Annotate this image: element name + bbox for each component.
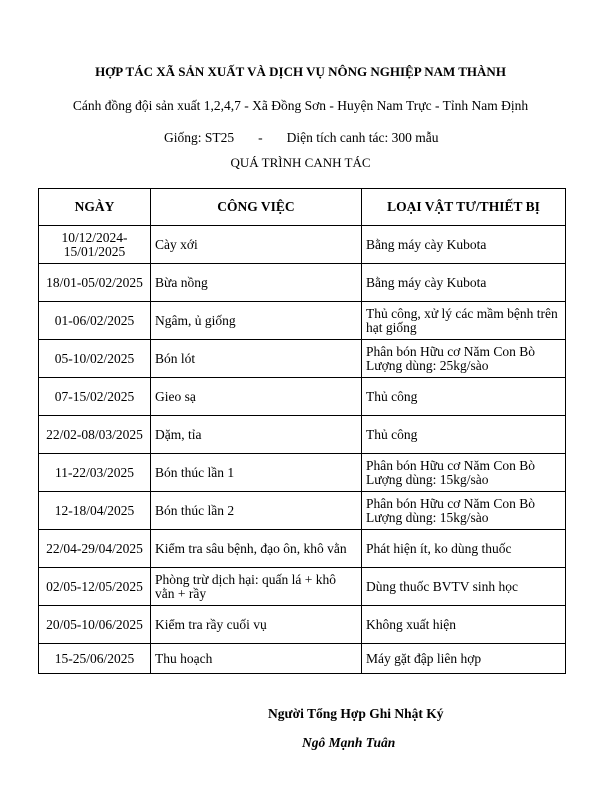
table-row: [39, 226, 566, 264]
cultivation-log-table: [38, 188, 566, 674]
row-equipment-cell: Thủ công: [362, 378, 566, 416]
row-date-cell: 15-25/06/2025: [39, 644, 151, 674]
row-task-cell: Ngâm, ủ giống: [151, 302, 362, 340]
location-subtitle: Cánh đồng đội sản xuất 1,2,4,7 - Xã Đồng Sơn - Huyện Nam Trực - Tỉnh Nam Định: [72, 98, 529, 113]
row-date-cell: 07-15/02/2025: [39, 378, 151, 416]
row-date-cell: 22/02-08/03/2025: [39, 416, 151, 454]
table-row: [39, 416, 566, 454]
row-task-cell: Cày xới: [151, 226, 362, 264]
row-equipment-cell: Phân bón Hữu cơ Năm Con Bò Lượng dùng: 15kg/sào: [362, 492, 566, 530]
signer-name: Ngô Mạnh Tuân: [302, 735, 396, 750]
table-row: [39, 454, 566, 492]
row-date-cell: 11-22/03/2025: [39, 454, 151, 492]
row-equipment-cell: Thủ công, xử lý các mầm bệnh trên hạt giống: [362, 302, 566, 340]
row-date-cell: 01-06/02/2025: [39, 302, 151, 340]
table-header-row: [39, 189, 566, 226]
row-date-cell: 22/04-29/04/2025: [39, 530, 151, 568]
variety-label: Giống: ST25: [164, 130, 235, 145]
column-header-task: CÔNG VIỆC: [151, 189, 362, 226]
column-header-equipment: LOẠI VẬT TƯ/THIẾT BỊ: [362, 189, 566, 226]
variety-area-line: [164, 129, 438, 147]
row-task-cell: Phòng trừ dịch hại: quấn lá + khô vằn + rầy: [151, 568, 362, 606]
table-row: [39, 492, 566, 530]
row-equipment-cell: Phân bón Hữu cơ Năm Con Bò Lượng dùng: 15kg/sào: [362, 454, 566, 492]
table-row: [39, 568, 566, 606]
row-equipment-cell: Phát hiện ít, ko dùng thuốc: [362, 530, 566, 568]
row-equipment-cell: Phân bón Hữu cơ Năm Con Bò Lượng dùng: 25kg/sào: [362, 340, 566, 378]
organization-title: HỢP TÁC XÃ SẢN XUẤT VÀ DỊCH VỤ NÔNG NGHIỆP NAM THÀNH: [95, 64, 506, 79]
row-date-cell: 18/01-05/02/2025: [39, 264, 151, 302]
row-equipment-cell: Dùng thuốc BVTV sinh học: [362, 568, 566, 606]
row-date-cell: 02/05-12/05/2025: [39, 568, 151, 606]
row-equipment-cell: Không xuất hiện: [362, 606, 566, 644]
row-date-cell: 12-18/04/2025: [39, 492, 151, 530]
row-task-cell: Kiểm tra rầy cuối vụ: [151, 606, 362, 644]
table-row: [39, 264, 566, 302]
process-title: QUÁ TRÌNH CANH TÁC: [230, 155, 371, 170]
table-row: [39, 302, 566, 340]
row-equipment-cell: Bằng máy cày Kubota: [362, 226, 566, 264]
row-task-cell: Dặm, tỉa: [151, 416, 362, 454]
row-date-cell: 20/05-10/06/2025: [39, 606, 151, 644]
row-task-cell: Thu hoạch: [151, 644, 362, 674]
area-label: Diện tích canh tác: 300 mẫu: [286, 130, 439, 145]
row-date-cell: 10/12/2024- 15/01/2025: [39, 226, 151, 264]
table-row: [39, 644, 566, 674]
table-row: [39, 606, 566, 644]
signer-role: Người Tổng Hợp Ghi Nhật Ký: [268, 706, 444, 721]
row-date-cell: 05-10/02/2025: [39, 340, 151, 378]
row-task-cell: Bón thúc lần 2: [151, 492, 362, 530]
table-row: [39, 530, 566, 568]
row-task-cell: Bón lót: [151, 340, 362, 378]
table-row: [39, 340, 566, 378]
row-task-cell: Bừa nồng: [151, 264, 362, 302]
variety-separator: -: [258, 130, 263, 145]
column-header-date: NGÀY: [39, 189, 151, 226]
row-equipment-cell: Bằng máy cày Kubota: [362, 264, 566, 302]
table-row: [39, 378, 566, 416]
row-equipment-cell: Máy gặt đập liên hợp: [362, 644, 566, 674]
row-task-cell: Bón thúc lần 1: [151, 454, 362, 492]
row-task-cell: Gieo sạ: [151, 378, 362, 416]
row-equipment-cell: Thủ công: [362, 416, 566, 454]
table-body: [39, 226, 566, 674]
row-task-cell: Kiểm tra sâu bệnh, đạo ôn, khô vằn: [151, 530, 362, 568]
